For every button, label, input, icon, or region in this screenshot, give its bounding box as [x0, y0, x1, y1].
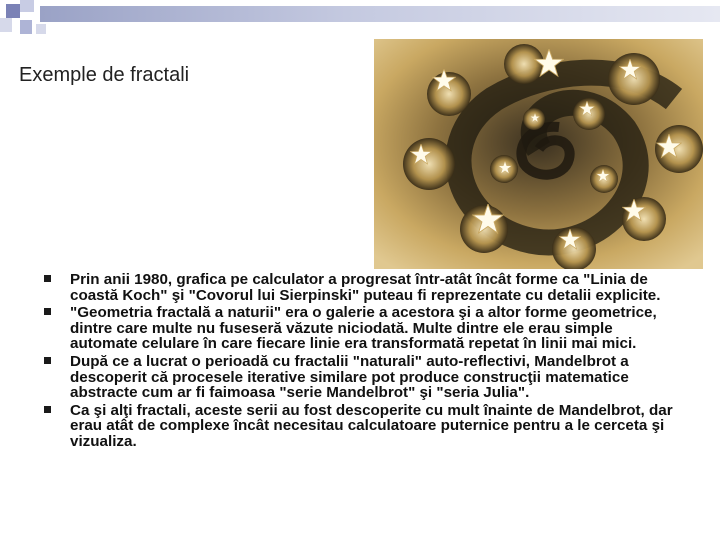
header-bar [40, 6, 720, 22]
square-bullet-icon [44, 357, 51, 364]
fractal-spiral-image [374, 39, 703, 269]
bullet-text: Ca şi alţi fractali, aceste serii au fost descoperite cu mult înainte de Mandelbrot, dar erau atât de complexe încât necesitau calculatoare puternice pentru a le cerceta şi vizualiza. [70, 401, 673, 450]
bullet-item [44, 305, 684, 352]
bullet-text: "Geometria fractală a naturii" era o galerie a acestora şi a altor forme geometrice, dintre care multe nu fuseseră văzute niciodată. Multe dintre ele erau simple automate celulare în care fiecare linie era transformată repetat în linii mai mici. [70, 304, 657, 353]
slide-title: Exemple de fractali [19, 64, 190, 86]
header-square-3 [0, 18, 12, 32]
bullet-text: Prin anii 1980, grafica pe calculator a progresat într-atât încât forme ca "Linia de coastă Koch" şi "Covorul lui Sierpinski" puteau fi reprezentate cu detalii explicite. [70, 271, 661, 304]
header-square-1 [6, 4, 20, 18]
bullet-item [44, 272, 684, 303]
bullet-text: După ce a lucrat o perioadă cu fractalii "naturali" auto-reflectivi, Mandelbrot a descoperit că procesele iterative similare pot produce construcţii matematice abstracte cum ar fi faimoasa "serie Mandelbrot" şi "seria Julia". [70, 352, 629, 402]
bullet-item [44, 403, 684, 450]
header-square-4 [20, 20, 32, 34]
bullet-list [44, 272, 684, 452]
square-bullet-icon [44, 308, 51, 315]
square-bullet-icon [44, 406, 51, 413]
header-square-5 [36, 24, 46, 34]
square-bullet-icon [44, 275, 51, 282]
fractal-image [374, 39, 703, 269]
bullet-item [44, 354, 684, 401]
header-decoration [0, 0, 720, 40]
header-square-2 [20, 0, 34, 12]
